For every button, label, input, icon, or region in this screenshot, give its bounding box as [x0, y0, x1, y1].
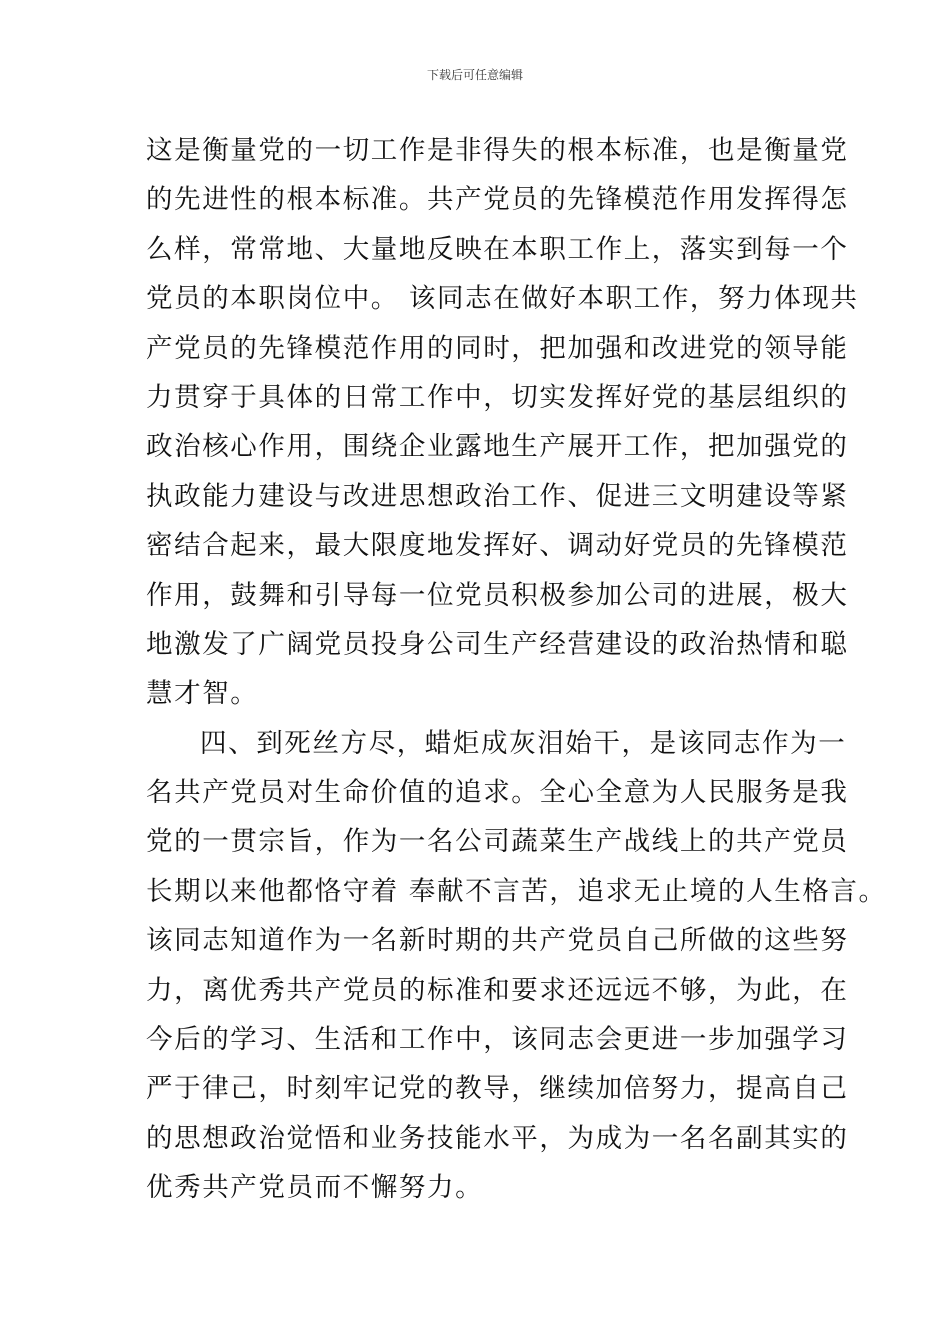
body-line: 该同志知道作为一名新时期的共产党员自己所做的这些努 — [146, 925, 849, 957]
body-line: 政治核心作用，围绕企业露地生产展开工作，把加强党的 — [146, 431, 849, 463]
body-line: 的思想政治觉悟和业务技能水平，为成为一名名副其实的 — [146, 1122, 849, 1154]
body-line: 执政能力建设与改进思想政治工作、促进三文明建设等紧 — [146, 480, 849, 512]
body-line: 力贯穿于具体的日常工作中，切实发挥好党的基层组织的 — [146, 381, 849, 413]
body-line: 这是衡量党的一切工作是非得失的根本标准，也是衡量党 — [146, 135, 849, 166]
body-line: 优秀共产党员而不懈努力。 — [146, 1172, 484, 1204]
body-line: 地激发了广阔党员投身公司生产经营建设的政治热情和聪 — [146, 628, 849, 660]
paragraph-start-line: 四、到死丝方尽，蜡炬成灰泪始干，是该同志作为一 — [200, 727, 847, 759]
body-line: 么样，常常地、大量地反映在本职工作上，落实到每一个 — [146, 233, 849, 265]
body-line: 党员的本职岗位中。 该同志在做好本职工作，努力体现共 — [146, 283, 859, 315]
page-header-note: 下载后可任意编辑 — [426, 68, 523, 82]
body-line: 的先进性的根本标准。共产党员的先锋模范作用发挥得怎 — [146, 184, 849, 216]
body-line: 产党员的先锋模范作用的同时，把加强和改进党的领导能 — [146, 332, 849, 364]
body-line: 慧才智。 — [146, 678, 259, 710]
body-line: 密结合起来，最大限度地发挥好、调动好党员的先锋模范 — [146, 530, 849, 562]
body-line: 严于律己，时刻牢记党的教导，继续加倍努力，提高自己 — [146, 1073, 849, 1105]
body-line: 作用，鼓舞和引导每一位党员积极参加公司的进展，极大 — [146, 579, 849, 611]
body-line: 党的一贯宗旨，作为一名公司蔬菜生产战线上的共产党员 — [146, 826, 849, 858]
body-line: 今后的学习、生活和工作中，该同志会更进一步加强学习 — [146, 1024, 849, 1056]
body-line: 名共产党员对生命价值的追求。全心全意为人民服务是我 — [146, 777, 849, 809]
document-body — [146, 126, 887, 1213]
body-line: 长期以来他都恪守着 奉献不言苦，追求无止境的人生格言。 — [146, 875, 887, 907]
body-line: 力，离优秀共产党员的标准和要求还远远不够，为此，在 — [146, 974, 849, 1006]
